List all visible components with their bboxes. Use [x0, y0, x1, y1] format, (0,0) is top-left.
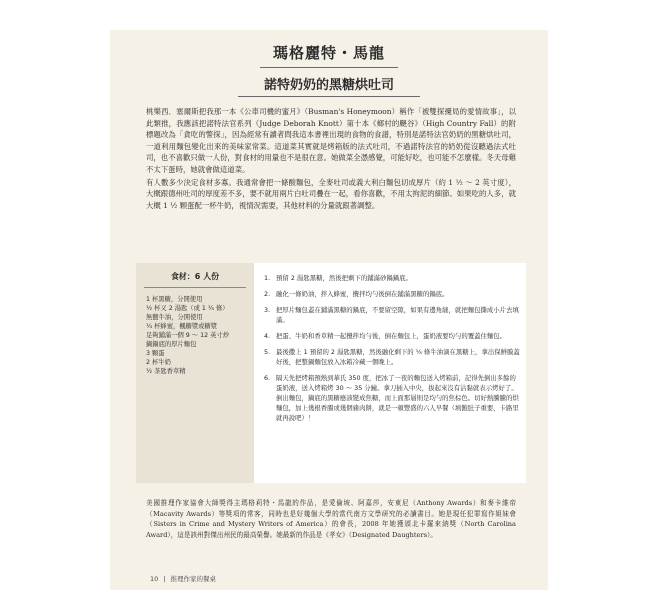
ingredient-item: 3 顆蛋	[146, 350, 165, 357]
recipe-step	[264, 373, 522, 423]
ingredient-item: 1 杯黑糖，分開使用	[146, 296, 203, 303]
author-name-heading: 瑪格麗特・馬龍	[272, 44, 385, 62]
book-page	[110, 30, 548, 590]
book-title: 推理作家的餐桌	[170, 575, 216, 583]
step-number: 4.	[264, 332, 271, 340]
step-text: 預留 2 湯匙黑糖，然後把剩下的鋪滿砂鍋鍋底。	[276, 274, 412, 282]
intro-paragraph: 桃樂西．塞爾斯把我那一本《公車司機的蜜月》（Busman's Honeymoon）稱作「被雙探擾局的愛情故事」，以此類推，我應該把諾特法官系列（Judge Deborah Knott）第十本《鄉村的颶谷》（High Country Fall）的附標題改為「貪吃的警探」，因為經常有讀者問我這本書裡出現的食物的食譜，特別是諾特法官奶奶的黑糖烘吐司，一道利用麵包變化出來的美味家常菜。這道菜其實就是烤箱版的法式吐司，不過諾特法官的奶奶從沒聽過法式吐司，也不喜歡只做一人份，對食材的用量也不是很在意。她做菜全憑感覺，可能好吃，也可能不怎麼樣。冬天母雞不太下蛋時，她就會做這道菜。	[146, 107, 516, 174]
ingredients-list	[146, 295, 248, 376]
recipe-step	[264, 347, 522, 367]
ingredient-item: 無鹽牛油，分開使用	[146, 314, 203, 321]
ingredient-item: ½ 茶匙香草精	[146, 368, 186, 375]
author-bio	[146, 498, 516, 540]
step-text: 隔天先把烤箱預熱到華氏 350 度，把冰了一夜的麵包送入烤箱前，記得先倒出多餘的蛋奶液，送入烤箱烤 30 ～ 35 分鐘。拿刀插入中央，拔起來沒有沾黏就表示烤好了。倒出麵包，鍋底的黑糖應該變成焦糖，而上面那層則是均勻的焦棕色。切好熱騰騰的烘麵包，加上幾根香腸或幾個豬肉餅，就是一頓豐盛的六人早餐（填飽肚子重要，卡路里就再說吧）！	[276, 374, 519, 422]
step-text: 最後撒上 1 預留的 2 湯匙黑糖，然後融化剩下的 ¼ 條牛油滴在黑糖上，拿出保鮮膜蓋好後，把整鍋麵包放入冰箱冷藏一個晚上。	[276, 348, 520, 366]
recipe-step	[264, 331, 522, 341]
intro-text	[146, 106, 516, 211]
recipe-step	[264, 289, 522, 299]
step-number: 6.	[264, 374, 271, 382]
ingredients-heading: 食材：6 人份	[170, 272, 220, 281]
step-text: 融化一條奶油，拌入蜂蜜，攪拌均勻後倒在鋪滿黑糖的鍋底。	[276, 290, 449, 298]
ingredients-box	[136, 263, 254, 483]
title-divider	[260, 67, 398, 68]
recipe-title: 諾特奶奶的黑糖烘吐司	[263, 78, 394, 93]
ingredient-item: 鍋鍋底的厚片麵包	[146, 341, 197, 348]
step-number: 1.	[264, 274, 271, 282]
recipe-steps	[264, 273, 522, 429]
ingredient-item: ¼ 杯蜂蜜，楓糖漿或糖漿	[146, 323, 218, 330]
recipe-step	[264, 273, 522, 283]
footer-separator: |	[163, 575, 166, 583]
recipe-step	[264, 305, 522, 325]
page-number: 10	[150, 575, 159, 583]
recipe-panel	[136, 263, 526, 483]
ingredient-item: 2 杯牛奶	[146, 359, 171, 366]
step-text: 把厚片麵包蓋在鋪滿黑糖的鍋底，不要留空隙，如果有邊角縫，就把麵包撕成小片去填滿。	[276, 306, 519, 324]
intro-paragraph: 有人數多少決定食材多寡。我通常會把一條酸麵包，全麥吐司或義大利白麵包切成厚片（約 1 ½ ～ 2 英寸度），大概跟德州吐司的厚度差不多，要不就用兩片白吐司疊在一起，看你喜歡，不用太拘泥的細節。如果吃的人多，就大概 1 ½ 顆蛋配一杯牛奶，視情況需要，其他材料的分量就跟著調整。	[146, 177, 516, 210]
step-text: 把蛋、牛奶和香草精一起攪拌均勻後，倒在麵包上，蛋奶液要均勻的覆蓋住麵包。	[276, 332, 507, 340]
step-number: 3.	[264, 306, 271, 314]
author-bio-text: 美國推理作家協會大師獎得主瑪格莉特・馬龍的作品，是愛倫坡、阿嘉莎，安東尼（Anthony Awards）和麥卡維帝（Macavity Awards）等獎項的常客，同時也是好幾個大學的當代南方文學研究的必讀書目。她是現任犯罪寫作姐妹會（Sisters in Crime and Mystery Writers of America）的會長，2008 年她獲頒北卡羅來納獎（North Carolina Award），這是該州對傑出州民的最高榮譽。她最新的作品是《孝女》（Designated Daughters）。	[146, 499, 516, 539]
step-number: 2.	[264, 290, 271, 298]
ingredient-item: ½ 杯又 2 湯匙（或 1 ¼ 條）	[146, 305, 229, 312]
ingredients-divider	[144, 287, 246, 288]
subtitle-divider	[238, 96, 420, 97]
page-footer	[150, 574, 216, 583]
ingredient-item: 足夠鋪滿一個 9 ～ 12 英寸炒	[146, 332, 229, 339]
step-number: 5.	[264, 348, 271, 356]
